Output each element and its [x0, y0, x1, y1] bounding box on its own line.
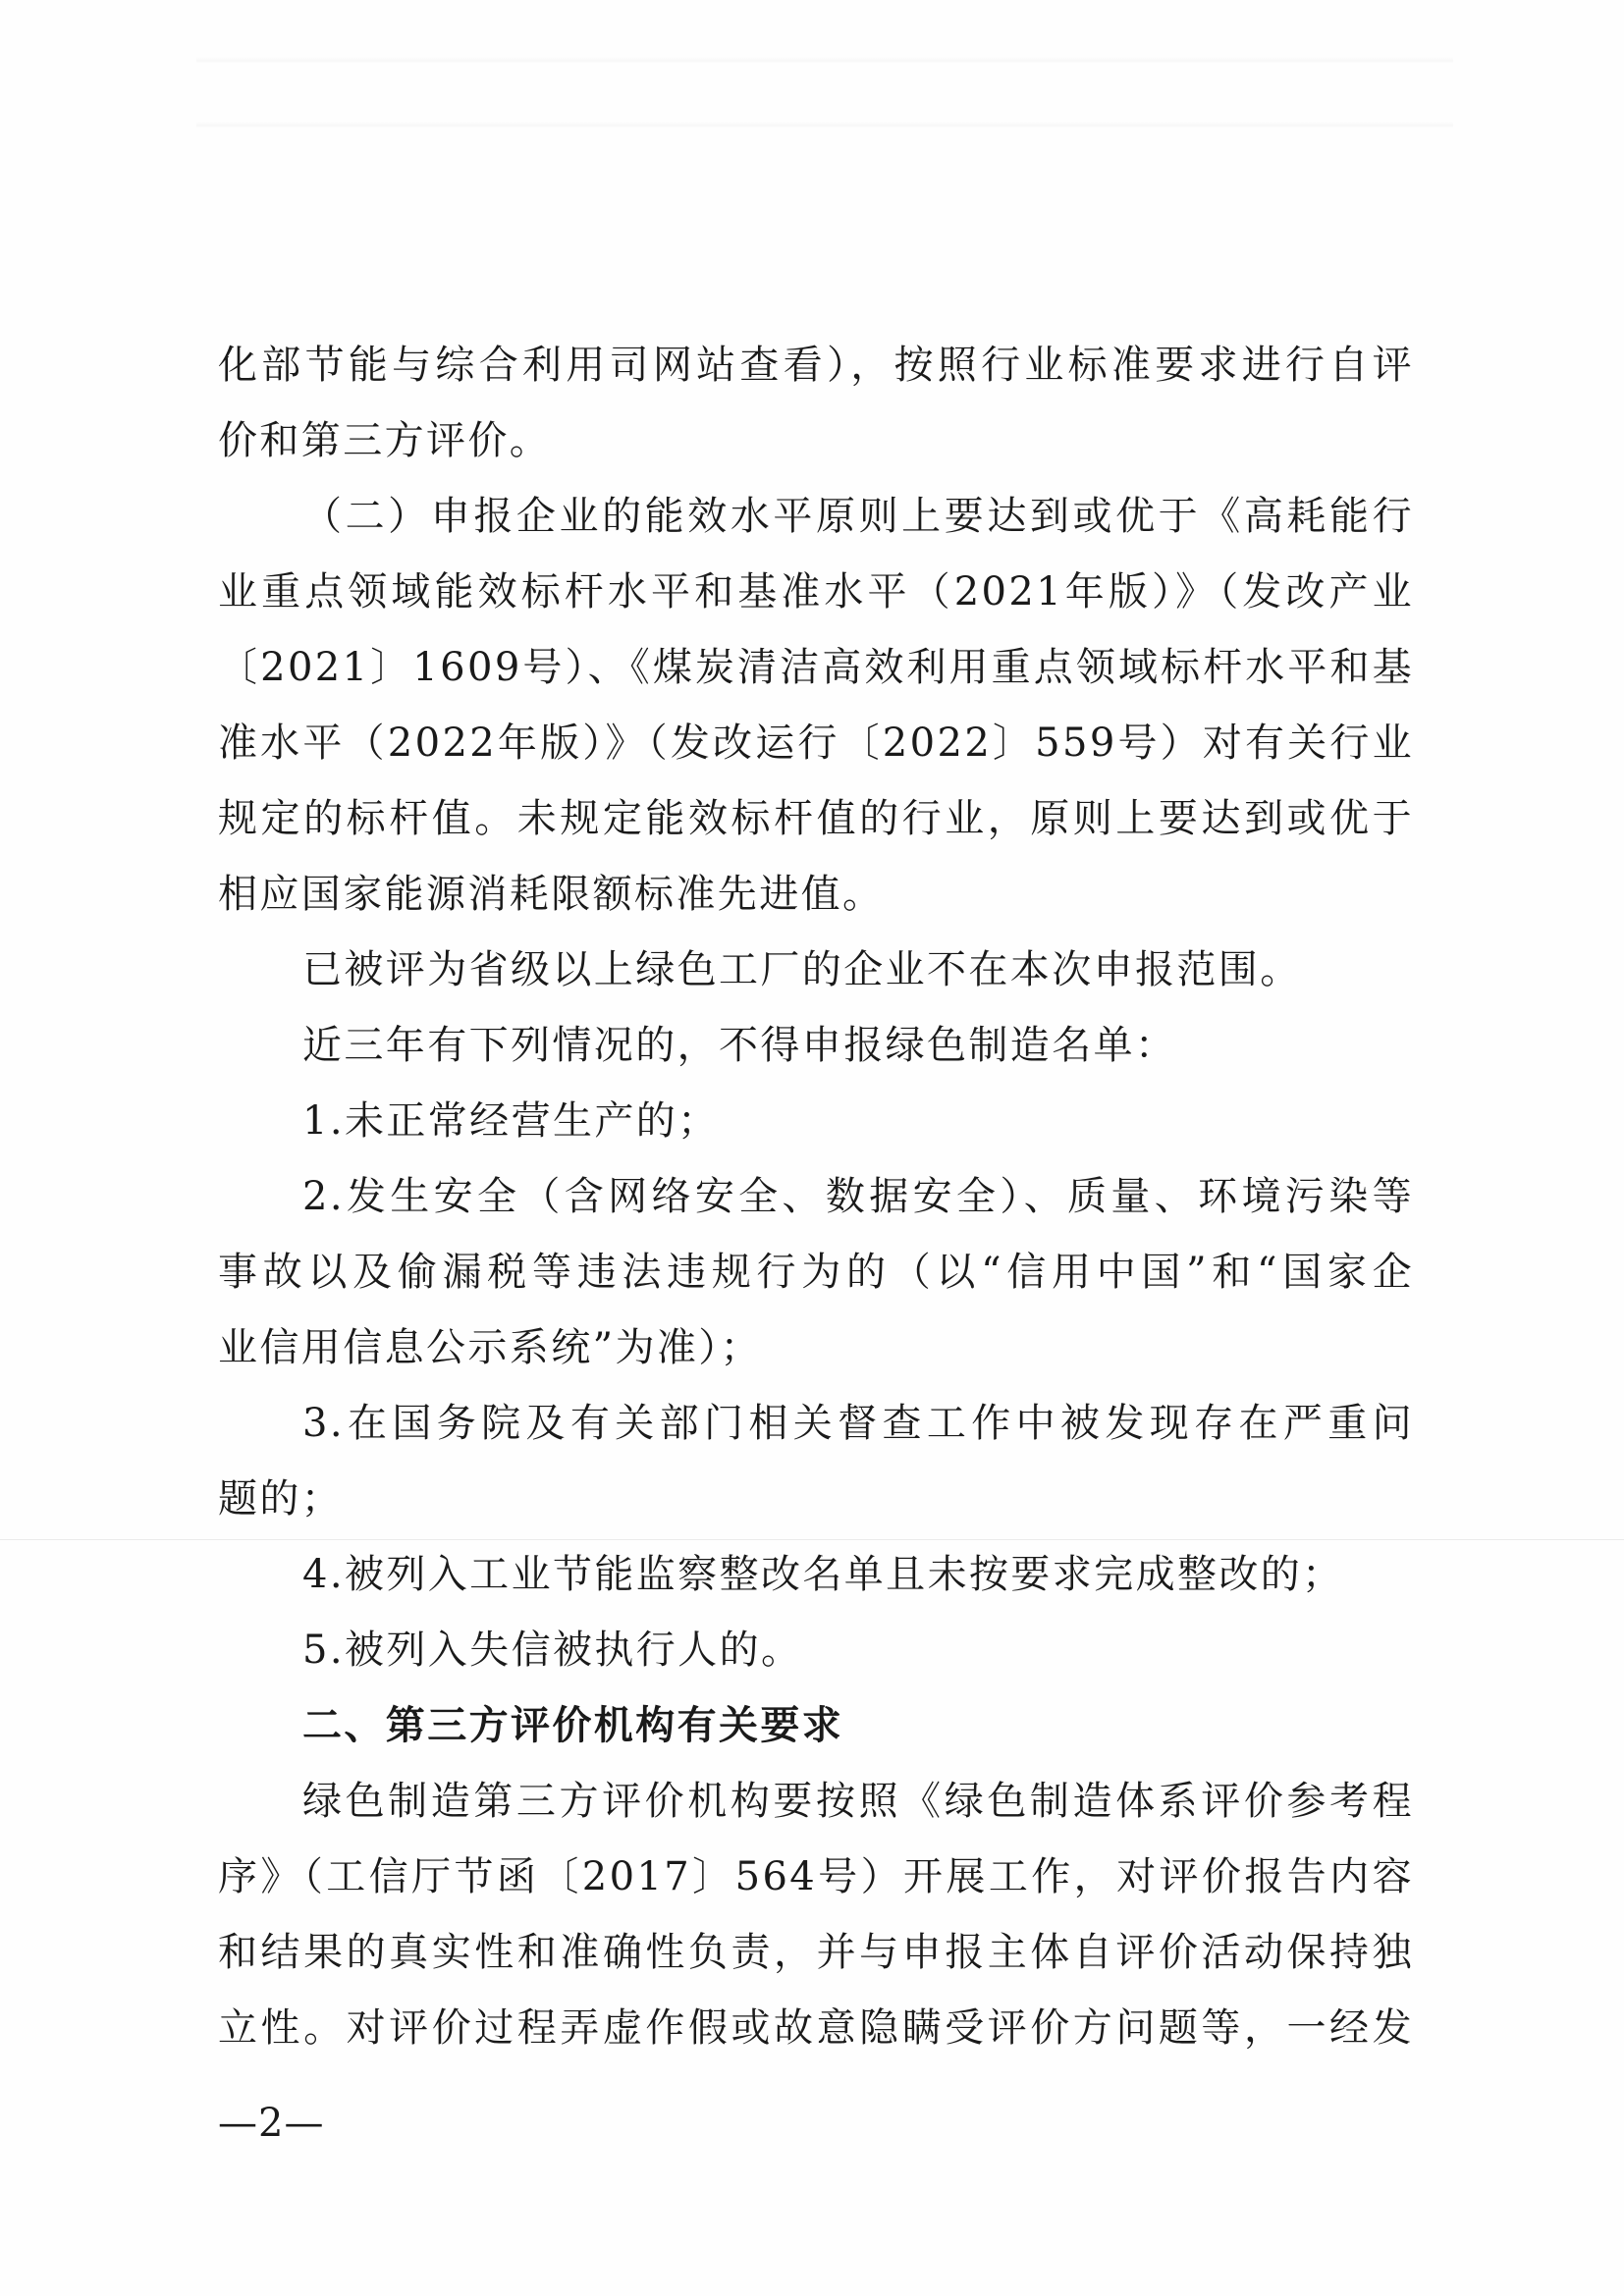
body-line: 和结果的真实性和准确性负责，并与申报主体自评价活动保持独 [218, 1930, 1414, 1975]
body-line: （二）申报企业的能效水平原则上要达到或优于《高耗能行 [302, 494, 1414, 539]
section-heading: 二、第三方评价机构有关要求 [302, 1703, 844, 1748]
body-line: 业重点领域能效标杆水平和基准水平（2021年版）》（发改产业 [218, 569, 1414, 614]
body-line: 价和第三方评价。 [218, 418, 552, 463]
body-line: 绿色制造第三方评价机构要按照《绿色制造体系评价参考程 [302, 1779, 1414, 1824]
body-line: 准水平（2022年版）》（发改运行〔2022〕559号）对有关行业 [218, 721, 1414, 766]
list-item-2: 2.发生安全（含网络安全、数据安全）、质量、环境污染等 [302, 1174, 1414, 1219]
bleed-through-artifact [196, 39, 1453, 187]
body-line: 相应国家能源消耗限额标准先进值。 [218, 872, 885, 917]
body-line: 立性。对评价过程弄虚作假或故意隐瞒受评价方问题等，一经发 [218, 2005, 1414, 2051]
body-line: 规定的标杆值。未规定能效标杆值的行业，原则上要达到或优于 [218, 796, 1414, 841]
list-item-1: 1.未正常经营生产的； [302, 1098, 720, 1144]
body-line: 已被评为省级以上绿色工厂的企业不在本次申报范围。 [302, 947, 1302, 992]
body-line: 业信用信息公示系统”为准）； [218, 1325, 763, 1370]
body-line: 化部节能与综合利用司网站查看），按照行业标准要求进行自评 [218, 343, 1414, 388]
list-item-4: 4.被列入工业节能监察整改名单且未按要求完成整改的； [302, 1552, 1344, 1597]
body-line: 近三年有下列情况的，不得申报绿色制造名单： [302, 1023, 1177, 1068]
body-line: 〔2021〕1609号）、《煤炭清洁高效利用重点领域标杆水平和基 [218, 645, 1414, 690]
body-line: 题的； [218, 1476, 344, 1522]
list-item-3: 3.在国务院及有关部门相关督查工作中被发现存在严重问 [302, 1401, 1414, 1446]
body-line: 序》（工信厅节函〔2017〕564号）开展工作，对评价报告内容 [218, 1854, 1414, 1899]
document-body [218, 328, 1414, 2066]
list-item-5: 5.被列入失信被执行人的。 [302, 1628, 803, 1673]
body-line: 事故以及偷漏税等违法违规行为的（以“信用中国”和“国家企 [218, 1250, 1414, 1295]
page-number: —2— [218, 2101, 325, 2146]
